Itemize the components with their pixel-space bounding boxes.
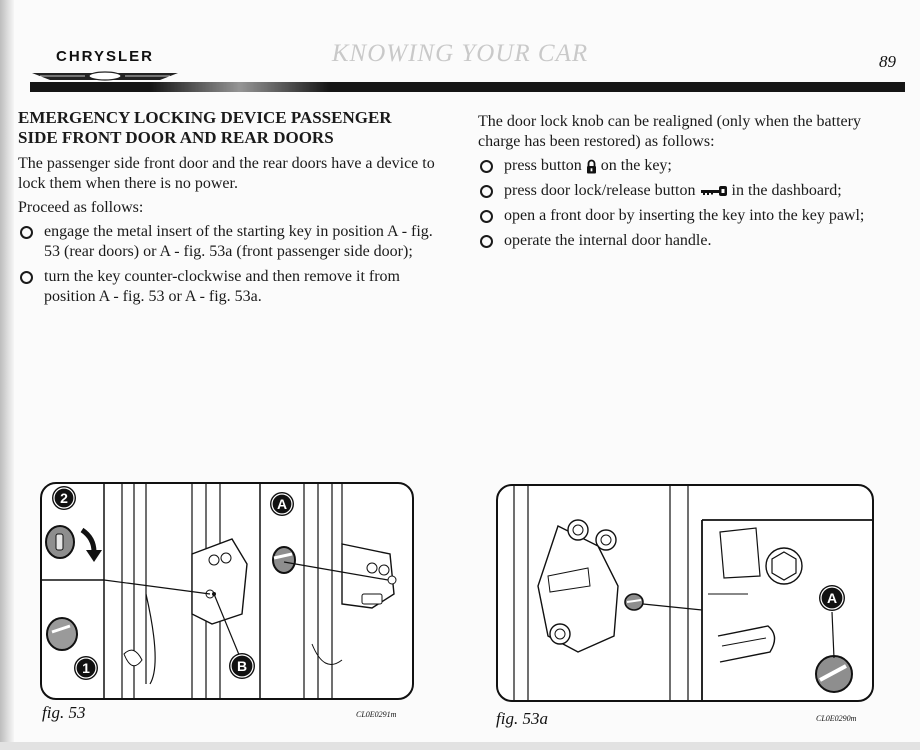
locking-steps-list	[18, 222, 448, 307]
list-item	[478, 156, 898, 176]
callout-A-label: A	[826, 590, 838, 606]
circle-bullet-icon	[20, 226, 33, 239]
circle-bullet-icon	[480, 185, 493, 198]
list-item	[478, 181, 898, 201]
circle-bullet-icon	[20, 271, 33, 284]
key-icon	[700, 185, 728, 197]
callout-A-label: A	[276, 496, 288, 512]
list-item	[478, 206, 898, 226]
list-item-text: operate the internal door handle.	[504, 232, 712, 249]
right-column	[478, 112, 898, 256]
callout-B-label: B	[236, 658, 248, 674]
realign-steps-list	[478, 156, 898, 251]
figure-53a	[496, 484, 874, 702]
figure-53-label: fig. 53	[42, 703, 86, 722]
list-item	[478, 231, 898, 251]
section-heading-line-1: EMERGENCY LOCKING DEVICE PASSENGER	[18, 108, 392, 127]
figure-53a-code: CL0E0290m	[816, 714, 857, 723]
callout-2-label: 2	[60, 490, 68, 506]
list-item-text: open a front door by inserting the key into the key pawl;	[504, 207, 865, 224]
padlock-icon	[586, 159, 597, 174]
figure-53a-label: fig. 53a	[496, 709, 548, 728]
page-bottom-edge	[0, 742, 920, 750]
figure-53-drawing	[42, 484, 412, 698]
figure-53	[40, 482, 414, 700]
brand-name: CHRYSLER	[56, 48, 154, 65]
running-head: KNOWING YOUR CAR	[331, 40, 589, 67]
section-heading	[18, 108, 448, 148]
list-item-text-after: in the dashboard;	[731, 182, 842, 199]
page-binding-shadow	[0, 0, 14, 750]
list-item-text-before: press door lock/release button	[504, 182, 696, 199]
figure-53-code: CL0E0291m	[356, 710, 397, 719]
list-item-text-after: on the key;	[600, 157, 672, 174]
left-column	[18, 108, 448, 312]
callout-1-label: 1	[82, 660, 90, 676]
list-item-text: turn the key counter-clockwise and then remove it from position A - fig. 53 or A - fig. 53a.	[44, 268, 400, 305]
list-item-text: engage the metal insert of the starting key in position A - fig. 53 (rear doors) or A - fig. 53a (front passenger side door);	[44, 223, 433, 260]
proceed-label: Proceed as follows:	[18, 199, 144, 216]
realign-intro: The door lock knob can be realigned (only when the battery charge has been restored) as follows:	[478, 113, 861, 150]
page-number: 89	[879, 52, 896, 71]
list-item	[18, 267, 448, 307]
header-rule-fade	[30, 82, 330, 92]
figure-53a-drawing	[498, 486, 872, 700]
list-item-text-before: press button	[504, 157, 582, 174]
circle-bullet-icon	[480, 235, 493, 248]
circle-bullet-icon	[480, 210, 493, 223]
circle-bullet-icon	[480, 160, 493, 173]
list-item	[18, 222, 448, 262]
intro-paragraph: The passenger side front door and the rear doors have a device to lock them when there is no power.	[18, 155, 435, 192]
section-heading-line-2: SIDE FRONT DOOR AND REAR DOORS	[18, 128, 334, 147]
